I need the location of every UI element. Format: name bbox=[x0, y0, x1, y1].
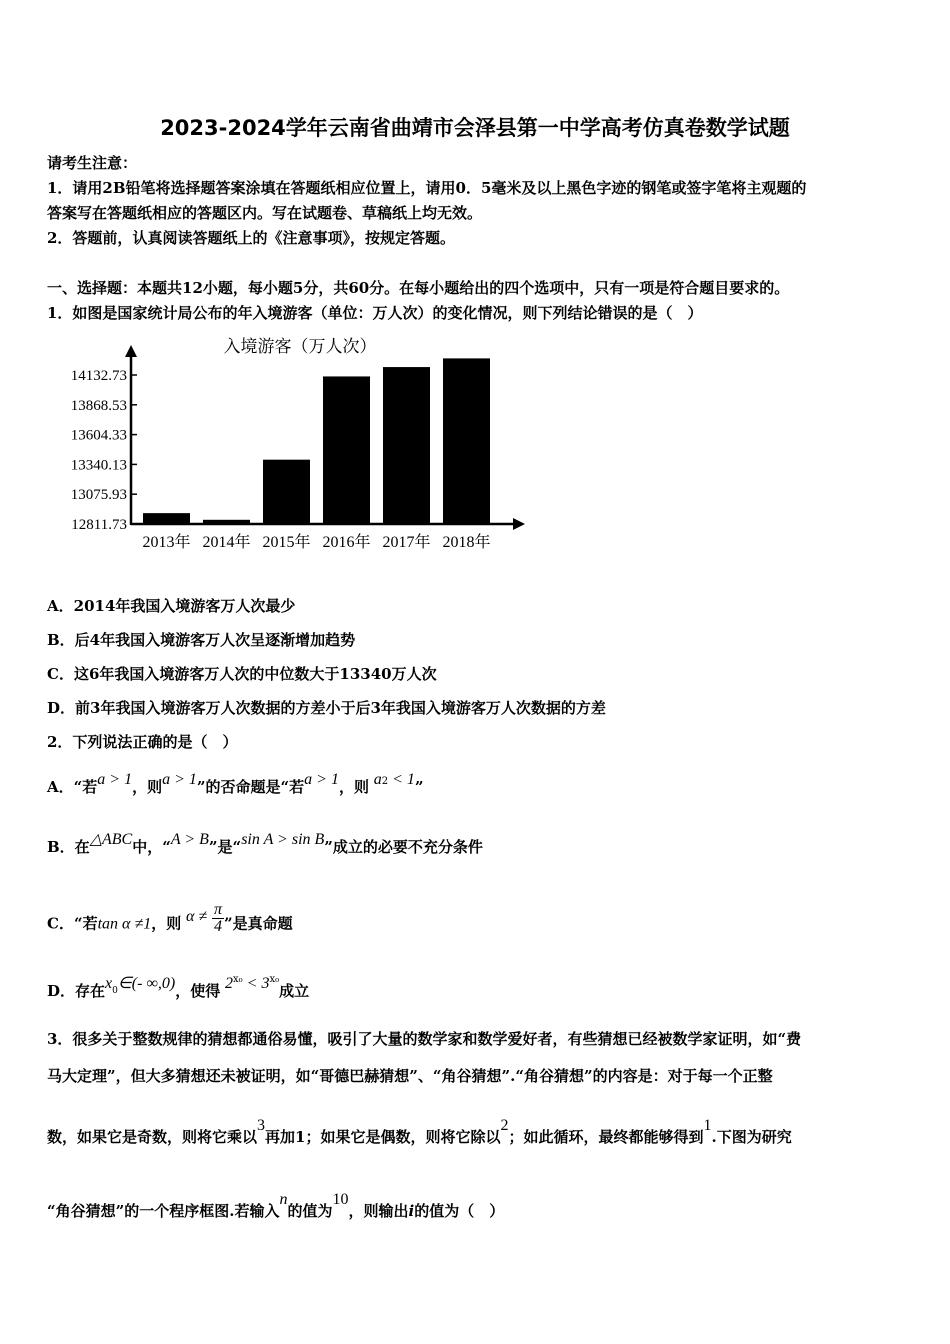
q1-option-d: D．前3年我国入境游客万人次数据的方差小于后3年我国入境游客万人次数据的方差 bbox=[47, 699, 606, 717]
section-heading: 一、选择题：本题共12小题，每小题5分，共60分。在每小题给出的四个选项中，只有一项是符合题目要求的。 bbox=[47, 279, 790, 297]
number: 1 bbox=[703, 1117, 712, 1134]
y-tick-label: 13604.33 bbox=[70, 427, 127, 444]
chart-title: 入境游客（万人次） bbox=[223, 337, 377, 356]
text: 的值为（ ） bbox=[414, 1202, 505, 1220]
x-tick-label: 2014年 bbox=[202, 534, 251, 551]
q3-line1: 3．很多关于整数规律的猜想都通俗易懂，吸引了大量的数学家和数学爱好者，有些猜想已经被数学家证明，如“费 bbox=[47, 1030, 802, 1048]
q3-line2: 马大定理”，但大多猜想还未被证明，如“哥德巴赫猜想”、“角谷猜想”.“角谷猜想”的内容是：对于每一个正整 bbox=[47, 1067, 773, 1085]
math: △ABC bbox=[89, 831, 133, 848]
q3-line4 bbox=[47, 1191, 505, 1221]
y-tick-label: 13075.93 bbox=[70, 487, 127, 504]
text: ，使得 bbox=[175, 982, 221, 1000]
notice-line1b: 答案写在答题纸相应的答题区内。写在试题卷、草稿纸上均无效。 bbox=[47, 204, 483, 222]
x-tick-label: 2017年 bbox=[382, 534, 431, 551]
number: 10 bbox=[332, 1191, 349, 1208]
text: 再加1；如果它是偶数，则将它除以 bbox=[265, 1128, 501, 1146]
option-label: D．存在 bbox=[47, 982, 106, 1000]
bar bbox=[443, 358, 490, 524]
text: ，则 bbox=[151, 914, 182, 933]
q1-option-a: A．2014年我国入境游客万人次最少 bbox=[47, 597, 296, 615]
math: a > 1 bbox=[304, 771, 339, 788]
x-tick-label: 2015年 bbox=[262, 534, 311, 551]
math: a > 1 bbox=[162, 771, 197, 788]
q3-line3 bbox=[47, 1117, 792, 1147]
math-variable: i bbox=[408, 1202, 415, 1220]
q1-option-b: B．后4年我国入境游客万人次呈逐渐增加趋势 bbox=[47, 631, 356, 649]
text: ，则 bbox=[132, 778, 163, 796]
option-label: A． bbox=[47, 778, 74, 796]
math: α ≠ bbox=[186, 907, 208, 925]
q2-option-d bbox=[47, 974, 310, 1001]
math: tan α ≠1 bbox=[97, 915, 152, 933]
denominator: 4 bbox=[213, 918, 222, 935]
page-title: 2023-2024学年云南省曲靖市会泽县第一中学高考仿真卷数学试题 bbox=[160, 116, 790, 140]
x-tick-label: 2018年 bbox=[442, 534, 491, 551]
fraction bbox=[212, 902, 224, 935]
math: a bbox=[373, 771, 382, 788]
y-axis-arrow bbox=[125, 345, 137, 357]
subscript: 0 bbox=[112, 986, 118, 996]
numerator: π bbox=[213, 901, 222, 918]
q1-stem: 1．如图是国家统计局公布的年入境游客（单位：万人次）的变化情况，则下列结论错误的是（ ） bbox=[47, 304, 703, 322]
number: 3 bbox=[257, 1117, 266, 1134]
math: < 3 bbox=[242, 975, 270, 992]
bar bbox=[203, 520, 250, 524]
math: a > 1 bbox=[97, 771, 133, 788]
q2-option-c bbox=[47, 901, 293, 941]
q1-option-c: C．这6年我国入境游客万人次的中位数大于13340万人次 bbox=[47, 665, 437, 683]
text: ”的否命题是“若 bbox=[196, 778, 305, 796]
bar bbox=[263, 460, 310, 524]
math: ∈(- ∞,0) bbox=[117, 975, 176, 992]
text: ，则 bbox=[338, 778, 369, 796]
q2-stem: 2．下列说法正确的是（ ） bbox=[47, 733, 238, 751]
y-tick-label: 12811.73 bbox=[71, 517, 127, 533]
superscript: 2 bbox=[381, 776, 389, 787]
option-label: B．在 bbox=[47, 838, 90, 856]
text: ”是“ bbox=[208, 838, 242, 856]
text: ；如此循环，最终都能够得到 bbox=[508, 1128, 704, 1146]
option-label: C． bbox=[47, 914, 74, 933]
text: 中，“ bbox=[132, 838, 171, 856]
notice-line2: 2．答题前，认真阅读答题纸上的《注意事项》，按规定答题。 bbox=[47, 229, 455, 247]
text: ，则输出 bbox=[348, 1202, 409, 1220]
bar bbox=[323, 376, 370, 524]
text: ”成立的必要不充分条件 bbox=[324, 838, 483, 856]
superscript: x₀ bbox=[269, 974, 280, 985]
notice-line1: 1．请用2B铅笔将选择题答案涂填在答题纸相应位置上，请用0．5毫米及以上黑色字迹的钢笔或签字笔将主观题的 bbox=[47, 179, 807, 197]
text: “若 bbox=[73, 778, 98, 796]
math: x bbox=[105, 975, 113, 992]
math: A > B bbox=[170, 831, 209, 848]
text: 的值为 bbox=[287, 1202, 333, 1220]
text: “若 bbox=[73, 914, 98, 933]
bar bbox=[143, 513, 190, 524]
y-tick-label: 13340.13 bbox=[70, 457, 127, 474]
math: < 1 bbox=[388, 771, 415, 788]
text: ” bbox=[414, 778, 424, 796]
superscript: x₀ bbox=[232, 974, 243, 985]
q2-option-b bbox=[47, 831, 483, 857]
text: 成立 bbox=[279, 982, 310, 1000]
text: 数，如果它是奇数，则将它乘以 bbox=[47, 1128, 258, 1146]
text: .下图为研究 bbox=[711, 1128, 792, 1146]
x-tick-label: 2013年 bbox=[142, 534, 191, 551]
bar-chart bbox=[45, 335, 535, 560]
math: 2 bbox=[224, 975, 233, 992]
y-tick-label: 14132.73 bbox=[70, 368, 127, 384]
math-variable: n bbox=[279, 1191, 288, 1208]
x-axis-arrow bbox=[513, 518, 525, 530]
text: ”是真命题 bbox=[224, 914, 293, 933]
math: sin A > sin B bbox=[241, 831, 325, 848]
q2-option-a bbox=[47, 771, 424, 797]
y-tick-label: 13868.53 bbox=[70, 397, 127, 414]
x-tick-label: 2016年 bbox=[322, 534, 371, 551]
notice-heading: 请考生注意： bbox=[47, 154, 138, 172]
text: “角谷猜想”的一个程序框图.若输入 bbox=[47, 1202, 280, 1220]
number: 2 bbox=[500, 1117, 509, 1134]
bar bbox=[383, 367, 430, 524]
